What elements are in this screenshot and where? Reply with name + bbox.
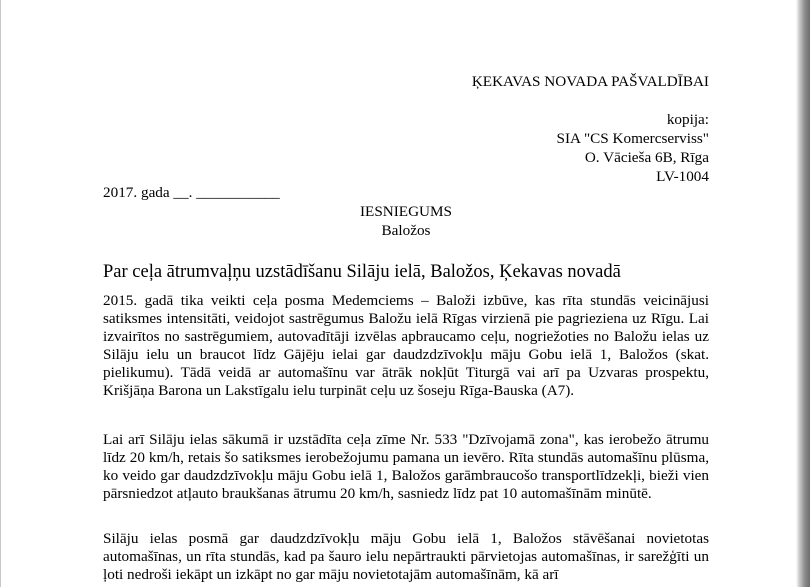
body-paragraph-2: Lai arī Silāju ielas sākumā ir uzstādīta ceļa zīme Nr. 533 "Dzīvojamā zona", kas ierobežo ātrumu līdz 20 km/h, retais šo satiksmes ierobežojumu pamana un ievēro. Rīta stundās automašīnu plūsma, ko veido gar daudzdzīvokļu māju Gobu ielā 1, Baložos garāmbraucošo transportlīdzekļi, bieži vien pārsniedzot atļauto braukšanas ātrumu 20 km/h, sasniedz līdz pat 10 automašīnām minūtē. [103, 431, 709, 502]
document-place: Baložos [381, 222, 431, 239]
document-subject: Par ceļa ātrumvaļņu uzstādīšanu Silāju ielā, Baložos, Ķekavas novadā [103, 262, 621, 282]
page-edge-shadow [796, 0, 810, 587]
addressee: ĶEKAVAS NOVADA PAŠVALDĪBAI [471, 73, 709, 90]
date-line: 2017. gada __. ___________ [103, 184, 280, 201]
copy-recipient-block [557, 110, 709, 186]
copy-street: O. Vācieša 6B, Rīga [584, 149, 709, 166]
document-title: IESNIEGUMS [360, 203, 452, 220]
copy-company: SIA "CS Komercserviss" [556, 130, 709, 147]
copy-postcode: LV-1004 [656, 168, 709, 185]
copy-label: kopija: [666, 111, 709, 128]
body-paragraph-1: 2015. gadā tika veikti ceļa posma Medemciems – Baloži izbūve, kas rīta stundās veicinājusi satiksmes intensitāti, veidojot sastrēgumus Baložu ielā Rīgas virzienā pie pagrieziena uz Rīgu. Lai izvairītos no sastrēgumiem, autovadītāji izvēlas apbraucamo ceļu, nogriežoties no Baložu ielas uz Silāju ielu un braucot līdz Gājēju ielai gar daudzdzīvokļu māju Gobu ielā 1, Baložos (skat. pielikumu). Tādā veidā ar automašīnu var ātrāk nokļūt Titurgā vai arī pa Uzvaras prospektu, Krišjāņa Barona un Lakstīgalu ielu turpināt ceļu uz šoseju Rīga-Bauska (A7). [103, 292, 709, 399]
body-paragraph-3: Silāju ielas posmā gar daudzdzīvokļu māju Gobu ielā 1, Baložos stāvēšanai novietotas automašīnas, un rīta stundās, kad pa šauro ielu nepārtraukti pārvietojas automašīnas, ir sarežģīti un ļoti nedroši iekāpt un izkāpt no gar māju novietotajām automašīnām, kā arī [103, 530, 709, 583]
